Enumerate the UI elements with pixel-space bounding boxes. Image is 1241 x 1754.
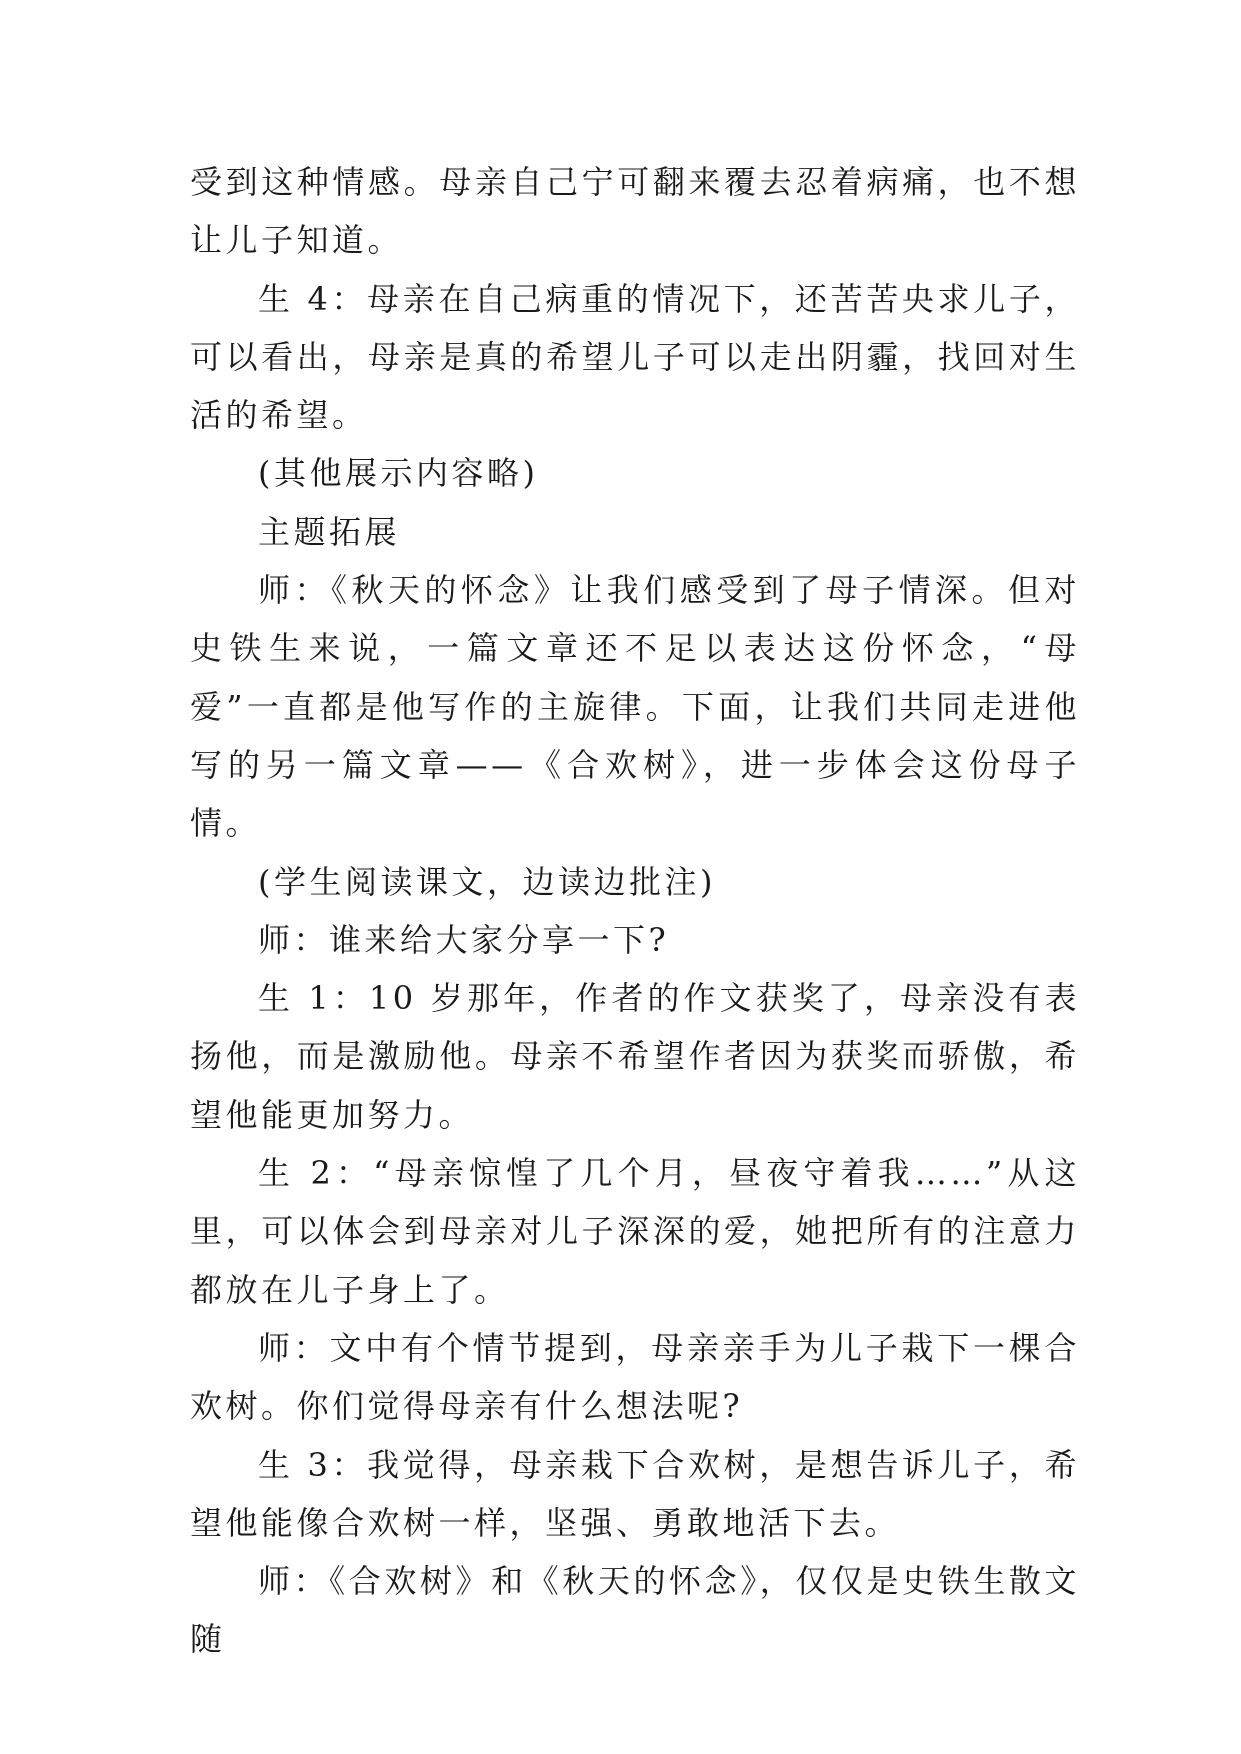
paragraph: 生 3：我觉得，母亲栽下合欢树，是想告诉儿子，希望他能像合欢树一样，坚强、勇敢地活下去。 [190,1445,1080,1542]
paragraph: (学生阅读课文，边读边批注) [258,862,716,901]
paragraph: 生 1：10 岁那年，作者的作文获奖了，母亲没有表扬他，而是激励他。母亲不希望作者因为获奖而骄傲，希望他能更加努力。 [190,979,1080,1134]
paragraph: 师：《合欢树》和《秋天的怀念》，仅仅是史铁生散文随 [190,1562,1080,1659]
paragraph: 受到这种情感。母亲自己宁可翻来覆去忍着病痛，也不想让儿子知道。 [190,163,1080,260]
paragraph: 师：《秋天的怀念》让我们感受到了母子情深。但对史铁生来说，一篇文章还不足以表达这份怀念，“母爱”一直都是他写作的主旋律。下面，让我们共同走进他写的另一篇文章——《合欢树》，进一步体会这份母子情。 [190,571,1080,843]
paragraph: 师：文中有个情节提到，母亲亲手为儿子栽下一棵合欢树。你们觉得母亲有什么想法呢? [190,1328,1080,1426]
document-body [190,153,1080,1669]
paragraph: 师：谁来给大家分享一下? [258,920,670,959]
section-heading: 主题拓展 [258,512,401,551]
paragraph: (其他展示内容略) [258,454,539,493]
paragraph: 生 4：母亲在自己病重的情况下，还苦苦央求儿子，可以看出，母亲是真的希望儿子可以走出阴霾，找回对生活的希望。 [190,279,1080,435]
paragraph: 生 2：“母亲惊惶了几个月，昼夜守着我……”从这里，可以体会到母亲对儿子深深的爱，她把所有的注意力都放在儿子身上了。 [190,1154,1080,1309]
